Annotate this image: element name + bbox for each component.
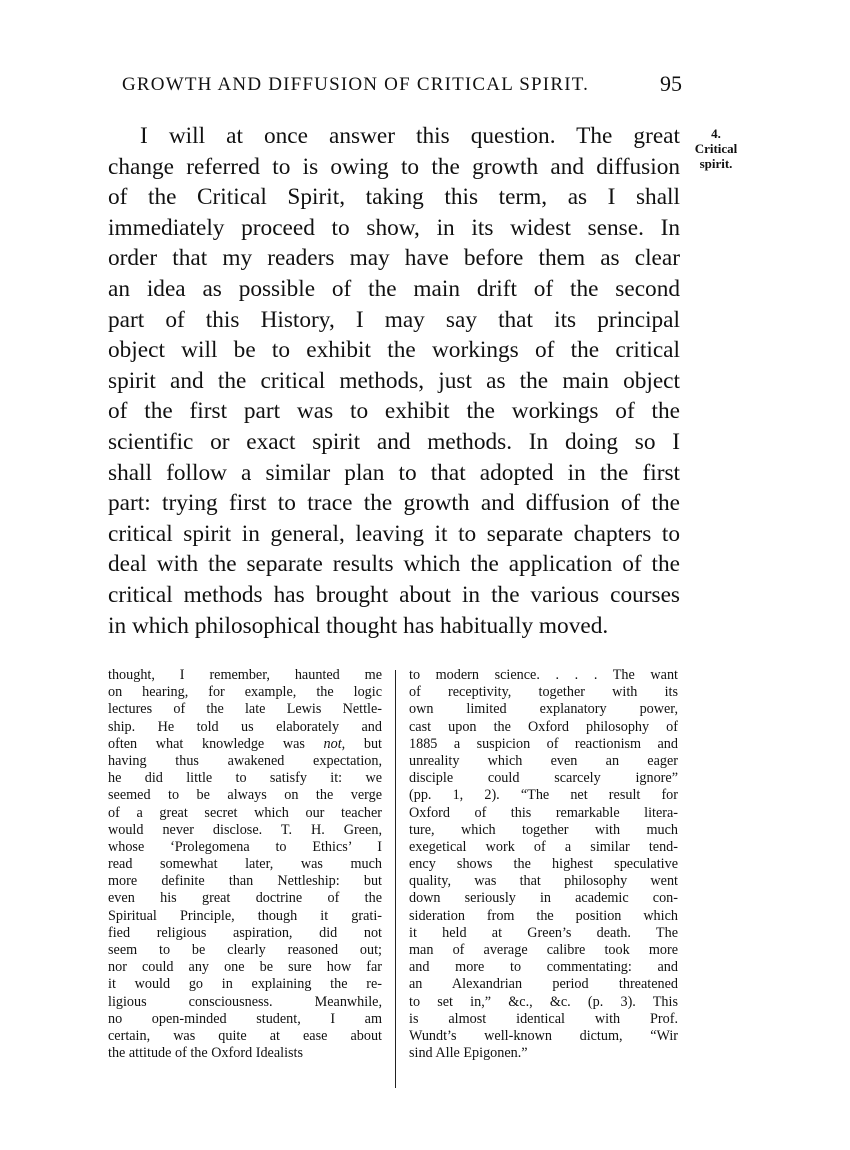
footnote-line: no open-minded student, I am xyxy=(108,1010,382,1027)
footnote-line: of a great secret which our teacher xyxy=(108,804,382,821)
body-line: critical methods has brought about in the various courses xyxy=(108,581,680,608)
footnote-line: thought, I remember, haunted me xyxy=(108,667,382,683)
footnote-line: down seriously in academic con- xyxy=(409,890,678,907)
footnote-line: 1885 a suspicion of reactionism and xyxy=(409,735,678,752)
page-number: 95 xyxy=(660,71,682,96)
body-line: scientific or exact spirit and methods. In doing so I xyxy=(108,428,680,455)
footnote-line: Spiritual Principle, though it grati- xyxy=(108,907,382,924)
body-line: change referred to is owing to the growth and diffusion xyxy=(108,153,680,180)
column-divider xyxy=(395,670,396,1088)
footnote-line: he did little to satisfy it: we xyxy=(108,770,382,787)
footnote-line: to modern science. . . . The want xyxy=(409,667,678,683)
footnote-line: seemed to be always on the verge xyxy=(108,787,382,804)
footnote-column-left xyxy=(108,667,382,1062)
footnote-line: ligious consciousness. Meanwhile, xyxy=(108,993,382,1010)
running-head xyxy=(122,71,682,104)
footnote-line: it would go in explaining the re- xyxy=(108,976,382,993)
body-line: an idea as possible of the main drift of the second xyxy=(108,275,680,302)
body-line: part of this History, I may say that its principal xyxy=(108,306,680,333)
footnote-line: man of average calibre took more xyxy=(409,942,678,958)
footnote-line: on hearing, for example, the logic xyxy=(108,684,382,701)
footnote-line: read somewhat later, was much xyxy=(108,856,382,873)
footnote-line: more definite than Nettleship: but xyxy=(108,873,382,890)
footnote-line: nor could any one be sure how far xyxy=(108,959,382,976)
margin-note-line-1: Critical xyxy=(694,141,738,156)
footnote-line: fied religious aspiration, did not xyxy=(108,924,382,941)
body-line: object will be to exhibit the workings of the critical xyxy=(108,337,680,364)
body-line: critical spirit in general, leaving it to separate chapters to xyxy=(108,520,680,547)
margin-note-line-2: spirit. xyxy=(699,156,733,171)
margin-note xyxy=(686,126,746,171)
body-line: shall follow a similar plan to that adopted in the first xyxy=(108,459,680,486)
section-number: 4. xyxy=(711,126,721,141)
body-line: I will at once answer this question. The great xyxy=(140,123,680,149)
footnote-line xyxy=(108,736,382,753)
footnote-line: (pp. 1, 2). “The net result for xyxy=(409,787,678,804)
footnote-line: disciple could scarcely ignore” xyxy=(409,770,678,787)
body-paragraph xyxy=(108,121,680,641)
body-line: part: trying first to trace the growth and diffusion of the xyxy=(108,490,680,517)
footnote-line: whose ‘Prolegomena to Ethics’ I xyxy=(108,838,382,855)
running-title: GROWTH AND DIFFUSION OF CRITICAL SPIRIT. xyxy=(122,74,590,95)
emphasis-text: not, xyxy=(323,735,346,752)
body-line: of the Critical Spirit, taking this term, as I shall xyxy=(108,184,680,211)
footnote-column-right xyxy=(409,667,678,1062)
footnote-line: quality, was that philosophy went xyxy=(409,873,678,890)
footnote-line: would never disclose. T. H. Green, xyxy=(108,821,382,838)
footnote-text: but xyxy=(345,735,382,752)
footnote-line: cast upon the Oxford philosophy of xyxy=(409,718,678,735)
footnote-line: having thus awakened expectation, xyxy=(108,752,382,769)
body-line: order that my readers may have before them as clear xyxy=(108,245,680,272)
body-line: deal with the separate results which the application of the xyxy=(108,551,680,578)
footnote-text: often what knowledge was xyxy=(108,735,305,752)
body-line: in which philosophical thought has habitually moved. xyxy=(108,612,609,639)
footnote-line: and more to commentating: and xyxy=(409,959,678,976)
footnote-line: own limited explanatory power, xyxy=(409,701,678,718)
footnote-line: even his great doctrine of the xyxy=(108,890,382,907)
footnote-line: the attitude of the Oxford Idealists xyxy=(108,1045,304,1062)
footnote-line: an Alexandrian period threatened xyxy=(409,976,678,993)
footnote-line: it held at Green’s death. The xyxy=(409,924,678,941)
footnote-line: to set in,” &c., &c. (p. 3). This xyxy=(409,993,678,1010)
footnote-line: sideration from the position which xyxy=(409,907,678,924)
footnote-line: lectures of the late Lewis Nettle- xyxy=(108,701,382,718)
footnote-line: Oxford of this remarkable litera- xyxy=(409,804,678,821)
footnote-line: ture, which together with much xyxy=(409,821,678,838)
footnote-line: unreality which even an eager xyxy=(409,752,678,769)
body-line: spirit and the critical methods, just as the main object xyxy=(108,367,680,394)
footnote-line: exegetical work of a similar tend- xyxy=(409,838,678,855)
footnote-line: Wundt’s well-known dictum, “Wir xyxy=(409,1027,678,1044)
body-line: of the first part was to exhibit the workings of the xyxy=(108,398,680,425)
footnote-line: is almost identical with Prof. xyxy=(409,1010,678,1027)
footnote-line: sind Alle Epigonen.” xyxy=(409,1045,528,1062)
footnote-line: certain, was quite at ease about xyxy=(108,1027,382,1044)
footnote-line: seem to be clearly reasoned out; xyxy=(108,942,382,958)
footnote-line: ship. He told us elaborately and xyxy=(108,718,382,735)
body-line: immediately proceed to show, in its widest sense. In xyxy=(108,214,680,241)
footnote-line: of receptivity, together with its xyxy=(409,684,678,701)
footnote-line: ency shows the highest speculative xyxy=(409,856,678,873)
